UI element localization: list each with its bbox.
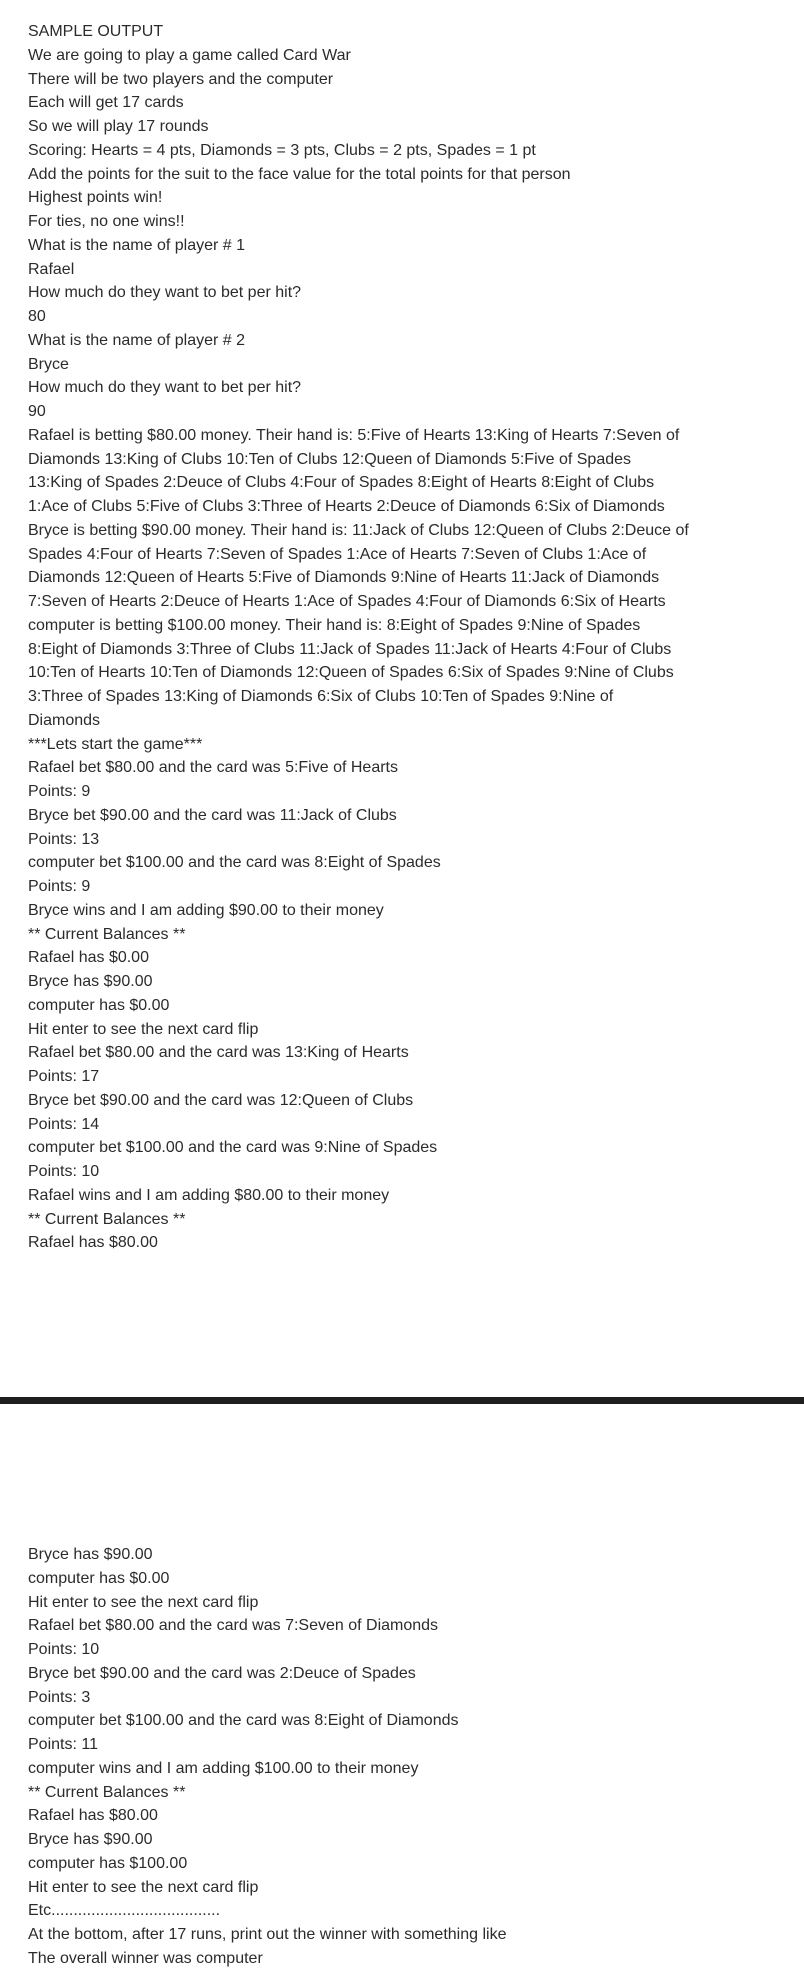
output-line: Bryce wins and I am adding $90.00 to their money — [28, 901, 384, 919]
output-line: 1:Ace of Clubs 5:Five of Clubs 3:Three of Hearts 2:Deuce of Diamonds 6:Six of Diamonds — [28, 498, 665, 515]
output-line: ** Current Balances ** — [28, 1783, 186, 1801]
output-line: Hit enter to see the next card flip — [28, 1878, 259, 1896]
output-line: Rafael bet $80.00 and the card was 7:Seven of Diamonds — [28, 1617, 439, 1635]
output-line: Etc...................................... — [28, 1902, 221, 1920]
output-line: ***Lets start the game*** — [28, 735, 203, 753]
output-line: Diamonds — [28, 711, 101, 729]
output-line: Rafael is betting $80.00 money. Their hand is: 5:Five of Hearts 13:King of Hearts 7:Seven of — [28, 426, 680, 444]
output-line: Each will get 17 cards — [28, 94, 184, 112]
output-line: The overall winner was computer — [28, 1949, 263, 1967]
output-line: Points: 10 — [28, 1163, 100, 1180]
output-line: computer has $100.00 — [28, 1854, 188, 1872]
output-line: Rafael — [28, 260, 75, 278]
output-line: Points: 17 — [28, 1068, 100, 1085]
output-line: Rafael has $80.00 — [28, 1807, 158, 1825]
output-line: Add the points for the suit to the face value for the total points for that person — [28, 165, 571, 183]
output-line: 8:Eight of Diamonds 3:Three of Clubs 11:Jack of Spades 11:Jack of Hearts 4:Four of Clubs — [28, 640, 672, 658]
output-line: How much do they want to bet per hit? — [28, 379, 302, 397]
output-line: Rafael bet $80.00 and the card was 13:King of Hearts — [28, 1044, 409, 1062]
output-line: computer has $0.00 — [28, 1569, 170, 1587]
output-line: computer wins and I am adding $100.00 to their money — [28, 1759, 419, 1777]
output-line: 3:Three of Spades 13:King of Diamonds 6:Six of Clubs 10:Ten of Spades 9:Nine of — [28, 688, 614, 705]
output-line: Rafael has $0.00 — [28, 949, 149, 967]
output-line: Points: 9 — [28, 783, 91, 800]
output-line: We are going to play a game called Card War — [28, 46, 351, 64]
output-line: There will be two players and the computer — [28, 70, 334, 88]
output-line: How much do they want to bet per hit? — [28, 284, 302, 302]
output-line: Bryce has $90.00 — [28, 973, 153, 990]
output-line: What is the name of player # 2 — [28, 331, 245, 349]
output-line: Rafael has $80.00 — [28, 1234, 158, 1252]
output-line: SAMPLE OUTPUT — [28, 23, 164, 40]
output-line: Highest points win! — [28, 189, 163, 207]
output-line: Bryce — [28, 355, 69, 373]
output-line: Spades 4:Four of Hearts 7:Seven of Spades 1:Ace of Hearts 7:Seven of Clubs 1:Ace of — [28, 545, 647, 563]
output-line: What is the name of player # 1 — [28, 236, 245, 254]
output-line: Points: 10 — [28, 1641, 100, 1658]
output-line: Bryce has $90.00 — [28, 1831, 153, 1848]
output-line: Bryce has $90.00 — [28, 1546, 153, 1563]
output-line: Points: 9 — [28, 878, 91, 895]
output-line: Hit enter to see the next card flip — [28, 1593, 259, 1611]
output-line: ** Current Balances ** — [28, 1210, 186, 1228]
output-text-bottom — [28, 1543, 788, 1971]
output-line: Bryce is betting $90.00 money. Their hand is: 11:Jack of Clubs 12:Queen of Clubs 2:Deuce of — [28, 521, 689, 539]
output-line: 7:Seven of Hearts 2:Deuce of Hearts 1:Ace of Spades 4:Four of Diamonds 6:Six of Hearts — [28, 593, 666, 610]
output-line: Rafael wins and I am adding $80.00 to their money — [28, 1186, 390, 1204]
output-line: Points: 11 — [28, 1736, 98, 1753]
output-line: Rafael bet $80.00 and the card was 5:Five of Hearts — [28, 759, 398, 777]
output-text-top — [28, 20, 788, 1255]
output-line: 13:King of Spades 2:Deuce of Clubs 4:Four of Spades 8:Eight of Hearts 8:Eight of Clubs — [28, 474, 655, 492]
output-line: Bryce bet $90.00 and the card was 12:Queen of Clubs — [28, 1091, 414, 1109]
output-line: computer has $0.00 — [28, 996, 170, 1014]
output-line: computer bet $100.00 and the card was 9:Nine of Spades — [28, 1139, 438, 1157]
output-line: Diamonds 12:Queen of Hearts 5:Five of Diamonds 9:Nine of Hearts 11:Jack of Diamonds — [28, 569, 660, 587]
output-line: ** Current Balances ** — [28, 925, 186, 943]
output-line: Points: 13 — [28, 830, 100, 848]
output-line: Bryce bet $90.00 and the card was 2:Deuce of Spades — [28, 1664, 416, 1682]
output-line: For ties, no one wins!! — [28, 213, 185, 230]
output-line: 90 — [28, 403, 46, 420]
output-line: 10:Ten of Hearts 10:Ten of Diamonds 12:Queen of Spades 6:Six of Spades 9:Nine of Clubs — [28, 664, 674, 682]
output-line: Points: 14 — [28, 1115, 100, 1133]
output-line: 80 — [28, 308, 46, 325]
output-line: At the bottom, after 17 runs, print out the winner with something like — [28, 1926, 507, 1943]
output-line: computer bet $100.00 and the card was 8:Eight of Diamonds — [28, 1712, 459, 1730]
page-divider — [0, 1397, 804, 1404]
output-line: So we will play 17 rounds — [28, 118, 209, 135]
output-line: Diamonds 13:King of Clubs 10:Ten of Clubs 12:Queen of Diamonds 5:Five of Spades — [28, 450, 632, 468]
output-line: Bryce bet $90.00 and the card was 11:Jack of Clubs — [28, 806, 397, 824]
output-line: Points: 3 — [28, 1688, 91, 1706]
output-line: computer is betting $100.00 money. Their hand is: 8:Eight of Spades 9:Nine of Spades — [28, 616, 641, 634]
output-line: Scoring: Hearts = 4 pts, Diamonds = 3 pts, Clubs = 2 pts, Spades = 1 pt — [28, 141, 536, 159]
output-line: computer bet $100.00 and the card was 8:Eight of Spades — [28, 854, 441, 872]
output-line: Hit enter to see the next card flip — [28, 1020, 259, 1038]
